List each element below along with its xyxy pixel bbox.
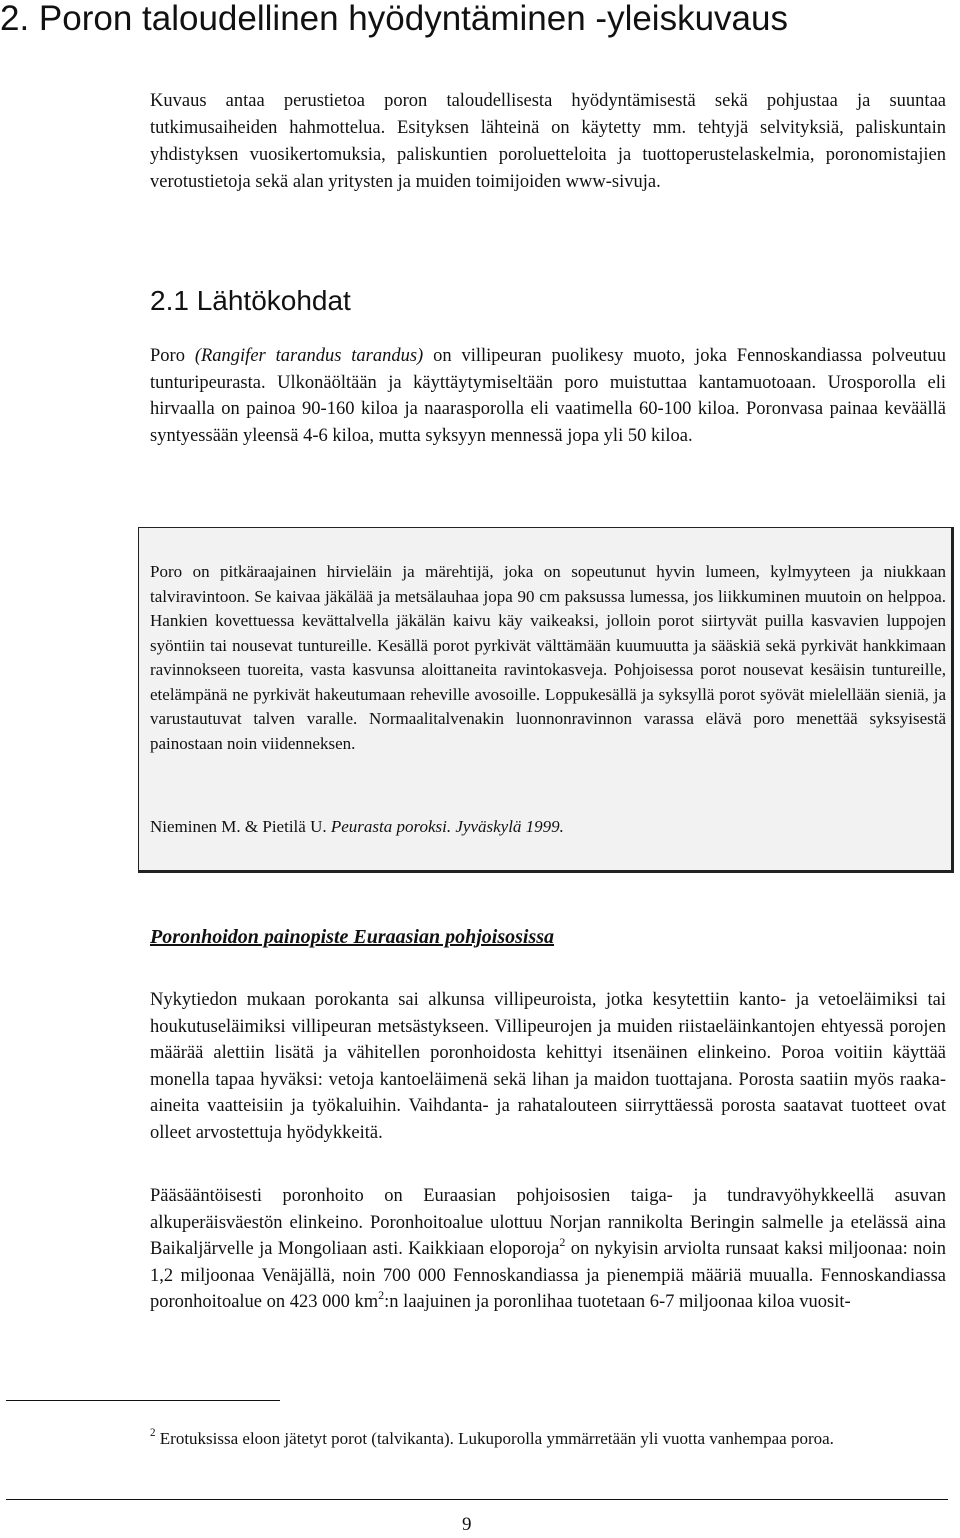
footnote-text: Erotuksissa eloon jätetyt porot (talvikanta). Lukuporolla ymmärretään yli vuotta vanhempaa poroa.: [155, 1429, 834, 1448]
footnote-ref: 2: [559, 1234, 566, 1249]
info-box-text: Poro on pitkäraajainen hirvieläin ja märehtijä, joka on sopeutunut hyvin lumeen, kylmyyteen ja niukkaan talviravintoon. Se kaivaa jäkälää ja metsälauhaa jopa 90 cm paksussa lumessa, jos liikkuminen muutoin on helppoa. Hankien kovettuessa kevättalvella jäkälän kaivu käy vaikeaksi, jolloin porot siirtyvät puilla kasvavien luppojen syöntiin tai nousevat tuntureille. Kesällä porot pyrkivät välttämään kuumuutta ja sääskiä sekä pyrkivät hankkimaan ravinnokseen tuoreita, vasta kasvunsa aloittaneita ravintokasveja. Pohjoisessa porot nousevat kesäisin tuntureille, etelämpänä ne pyrkivät hakeutumaan reheville avosoille. Loppukesällä ja syksyllä porot syövät mielellään sieniä, ja varustautuvat talven varalle. Normaalitalvenakin luonnonravinnon varassa elävä poro menettää syksyisestä painostaan noin viidenneksen.: [150, 562, 946, 753]
footnote-divider: [6, 1400, 280, 1401]
lahtokohdat-pre: Poro: [150, 346, 195, 366]
section-heading: 2.1 Lähtökohdat: [150, 285, 351, 316]
paa-part2: on nykyisin arviolta runsaat kaksi miljoonaa: noin 1,2 miljoonaa Venäjällä, noin 700 000 Fennoskandiassa ja pienempiä määriä muualla. Fennoskandiassa poronhoitoalue on 423 000 km: [150, 1239, 946, 1312]
paasaantoisesti-paragraph: [150, 1183, 946, 1316]
page-title: 2. Poron taloudellinen hyödyntäminen -yleiskuvaus: [0, 0, 788, 38]
lahtokohdat-paragraph: [150, 343, 946, 449]
citation-title: Peurasta poroksi. Jyväskylä 1999.: [330, 817, 564, 836]
nykytiedon-paragraph: Nykytiedon mukaan porokanta sai alkunsa villipeuroista, jotka kesytettiin kanto- ja vetoeläimiksi tai houkutuseläimiksi villipeuran metsästykseen. Villipeurojen ja muiden riistaeläinkantojen ehtyessä porojen määrää alettiin lisätä ja vähitellen poronhoidosta kehittyi itsenäinen elinkeino. Poroa voitiin käyttää monella tapaa hyväksi: vetoja kantoeläimenä sekä lihan ja maidon tuottajana. Porosta saatiin myös raaka-aineita vaatteisiin ja työkaluihin. Vaihdanta- ja rahatalouteen siirryttäessä porosta saatavat tuotteet ovat olleet arvostettuja hyödykkeitä.: [150, 990, 946, 1143]
info-box-citation: [150, 815, 946, 839]
page-number: 9: [462, 1514, 472, 1535]
page-footer-divider: [6, 1499, 948, 1500]
footnote-mark: 2: [150, 1427, 156, 1440]
subsection-heading: Poronhoidon painopiste Euraasian pohjoisosissa: [150, 926, 555, 948]
intro-paragraph: Kuvaus antaa perustietoa poron taloudellisesta hyödyntämisestä sekä pohjustaa ja suuntaa tutkimusaiheiden hahmottelua. Esityksen lähteinä on käytetty mm. tehtyjä selvityksiä, paliskuntain yhdistyksen vuosikertomuksia, paliskuntien poroluetteloita ja tuottoperustelaskelmia, poronomistajien verotustietoja sekä alan yritysten ja muiden toimijoiden www-sivuja.: [150, 91, 946, 192]
citation-authors: Nieminen M. & Pietilä U.: [150, 817, 331, 836]
paa-part1: Pääsääntöisesti poronhoito on Euraasian pohjoisosien taiga- ja tundravyöhykkeellä asuvan alkuperäisväestön elinkeino. Poronhoitoalue ulottuu Norjan rannikolta Beringin salmelle ja etelässä aina Baikaljärvelle ja Mongoliaan asti. Kaikkiaan eloporoja: [150, 1186, 946, 1259]
paa-part3: :n laajuinen ja poronlihaa tuotetaan 6-7 miljoonaa kiloa vuosit-: [384, 1292, 851, 1312]
lahtokohdat-post: on villipeuran puolikesy muoto, joka Fennoskandiassa polveutuu tunturipeurasta. Ulkonäöltään ja käyttäytymiseltään poro muistuttaa kantamuotoaan. Urosporolla eli hirvaalla on painoa 90-160 kiloa ja naarasporolla eli vaatimella 60-100 kiloa. Poronvasa painaa keväällä syntyessään yleensä 4-6 kiloa, mutta syksyyn mennessä jopa yli 50 kiloa.: [150, 346, 947, 446]
footnote: [150, 1427, 946, 1451]
latin-name: (Rangifer tarandus tarandus): [194, 346, 424, 366]
superscript-square: 2: [378, 1287, 385, 1302]
